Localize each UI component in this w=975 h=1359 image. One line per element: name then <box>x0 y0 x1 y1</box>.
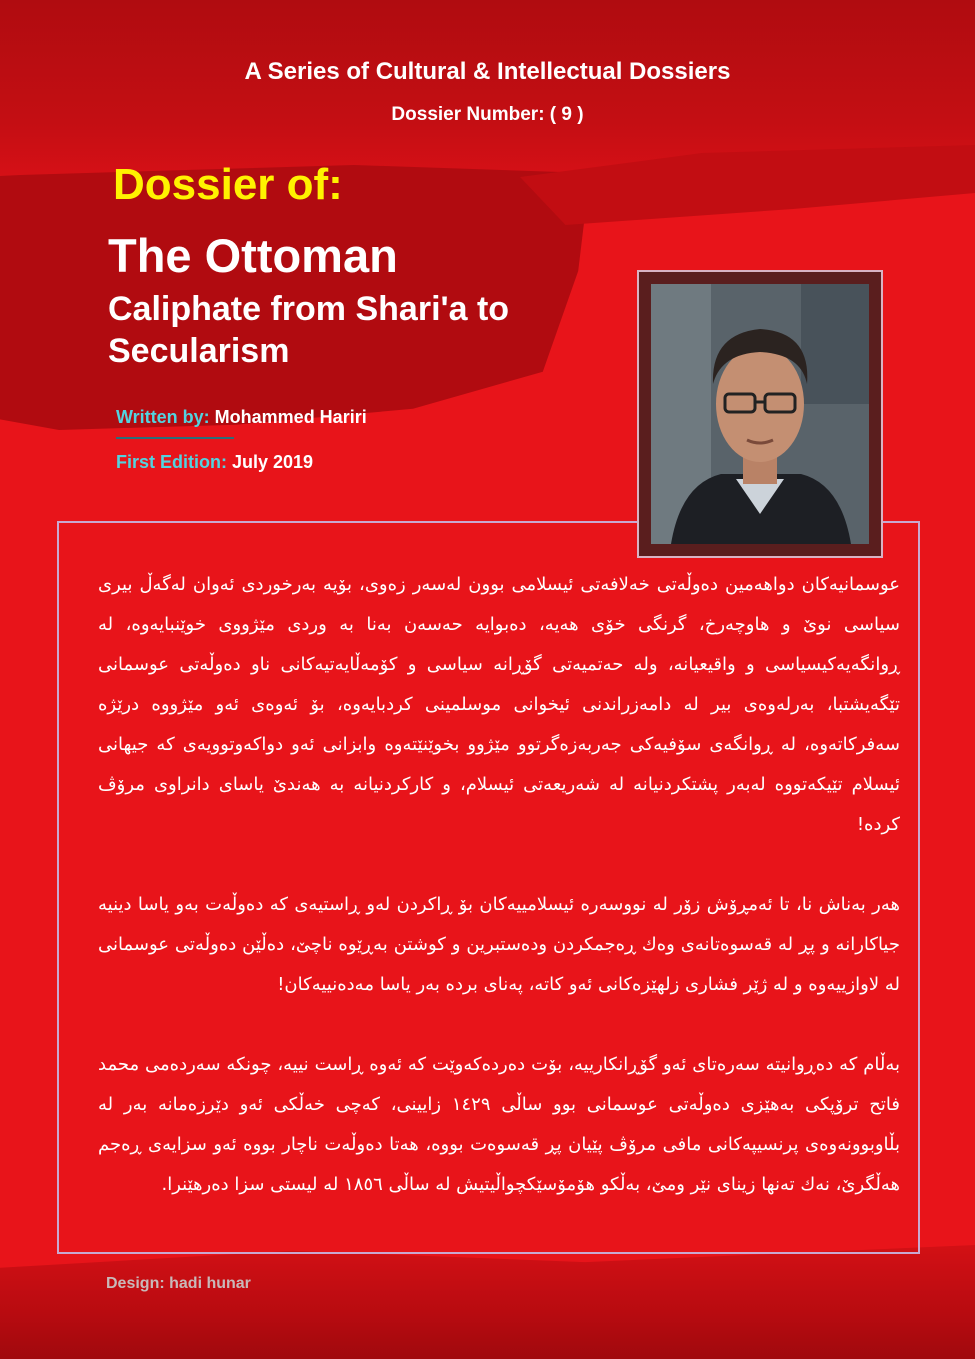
design-credit: Design: hadi hunar <box>106 1275 251 1292</box>
edition-label: First Edition: <box>116 452 227 472</box>
edition-line <box>116 452 313 473</box>
page-subtitle: Caliphate from Shari'a to Secularism <box>108 290 510 370</box>
author-portrait-illustration <box>651 284 869 544</box>
background-bottom-band <box>0 1245 975 1359</box>
page-title: The Ottoman <box>108 229 398 282</box>
edition-date: July 2019 <box>227 452 314 472</box>
dossier-label: Dossier of: <box>113 160 343 209</box>
body-paragraph-1: عوسمانیەكان دواهەمین دەوڵەتی خەلافەتی ئیسلامی بوون لەسەر زەوی، بۆیە بەرخوردی ئەوان لەگەڵ بیری سیاسی نوێ و هاوچەرخ، گرنگی خۆی هەیە، دەبوایە حەسەن بەنا بە وردی مێژووی خوێنبایەوە، لە ڕوانگەیەكیسیاسی و واقیعیانە، ولە حەتمیەتی گۆڕانە سیاسی و كۆمەڵایەتیەكانی ناو دەوڵەتی عوسمانی تێگەیشتبا، بەرلەوەی بیر لە دامەزراندنی ئیخوانی موسلمینی كردبایەوە، بۆ ئەوەی ئەو مێژووە درێژە سەفركاتەوە، لە ڕوانگەی سۆفیەكی جەربەزەگرتوو مێژوو بخوێنێتەوە وابزانی ئەو دواكەوتوویەی كە جیهانی ئیسلام تێیكەتووە لەبەر پشتكردنیانە لە شەریعەتی ئیسلام، و كاركردنیانە بە هەندێ یاسای دانراوی مرۆڤ كردە! <box>98 574 900 835</box>
written-by-label: Written by: <box>116 407 210 427</box>
label-underline <box>116 437 234 439</box>
body-paragraph-2: هەر بەناش نا، تا ئەمڕۆش زۆر لە نووسەرە ئیسلامییەكان بۆ ڕاكردن لەو ڕاستیەی كە دەوڵەت بەو یاسا دینیە جیاكارانە و پڕ لە قەسوەتانەی وەك ڕەجمكردن ودەستبرین و كوشتن بەڕێوە ناچێ، دەڵێن دەوڵەتی عوسمانی لە لاوازییەوە و لە ژێر فشاری زلهێزەكانی ئەو كاتە، پەنای بردە بەر یاسا مەدەنییەكان! <box>98 894 900 995</box>
author-name: Mohammed Hariri <box>209 407 367 427</box>
author-photo-frame <box>637 270 883 558</box>
body-paragraph-3: بەڵام كە دەڕوانیتە سەرەتای ئەو گۆڕانكارییە، بۆت دەردەكەوێت كە ئەوە ڕاست نییە، چونكە سەردەمی محمد فاتح ترۆپكی بەهێزی دەوڵەتی عوسمانی بوو ساڵی ١٤٢٩ زایینی، كەچی خەڵكی ئەو دێرزەمانە بەر لە بڵاوبوونەوەی پرنسیپەكانی مافی مرۆڤ پێیان پڕ قەسوەت بووە، هەتا دەوڵەت ناچار بووە ئەو سزایەی ڕەجم هەڵگرێ، نەك تەنها زینای نێر ومێ، بەڵكو هۆمۆسێكچواڵیتیش لە ساڵی ١٨٥٦ لە لیستی سزا دەرهێنرا. <box>98 1054 900 1195</box>
series-heading: A Series of Cultural & Intellectual Dossiers <box>244 58 731 85</box>
author-photo <box>651 284 869 544</box>
dossier-number: Dossier Number: ( 9 ) <box>391 104 584 125</box>
background-top-band <box>0 0 975 175</box>
author-line <box>116 407 367 428</box>
